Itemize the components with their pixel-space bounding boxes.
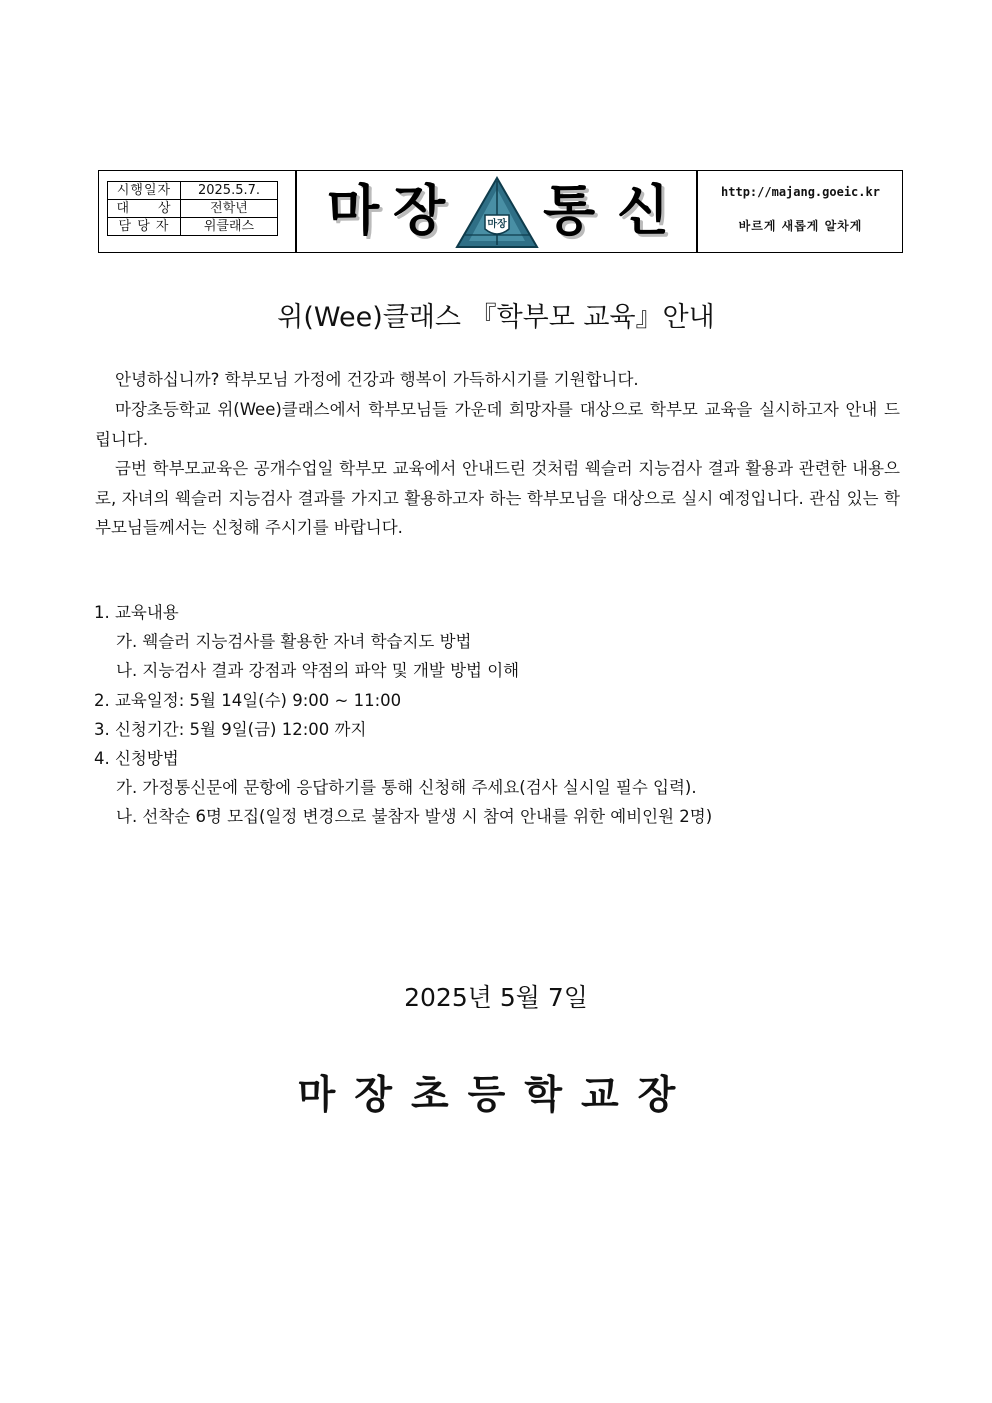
list-item: 3. 신청기간: 5월 9일(금) 12:00 까지	[94, 719, 367, 739]
school-url: http://majang.goeic.kr	[721, 185, 880, 199]
masthead	[297, 171, 697, 251]
document-title: 위(Wee)클래스 『학부모 교육』안내	[277, 302, 715, 333]
paragraph-text: 마장초등학교 위(Wee)클래스에서 학부모님들 가운데 희망자를 대상으로 학부모 교육을 실시하고자 안내 드립니다.	[95, 400, 900, 449]
issue-date: 2025년 5월 7일	[404, 983, 588, 1012]
school-signature: 마장초등학교장	[297, 1073, 695, 1118]
list-subitem: 나. 지능검사 결과 강점과 약점의 파악 및 개발 방법 이해	[116, 661, 520, 681]
list-subitem: 가. 웩슬러 지능검사를 활용한 자녀 학습지도 방법	[116, 632, 472, 652]
meta-value: 2025.5.7.	[181, 182, 278, 200]
masthead-char: 통	[543, 179, 596, 242]
meta-key: 담 당 자	[108, 218, 181, 236]
school-motto: 바르게 새롭게 알차게	[738, 219, 863, 233]
list-subitem: 가. 가정통신문에 문항에 응답하기를 통해 신청해 주세요(검사 실시일 필수 입력).	[116, 778, 697, 798]
meta-value: 전학년	[181, 200, 278, 218]
header-info	[699, 171, 902, 251]
meta-value: 위클래스	[181, 218, 278, 236]
masthead-char: 장	[393, 179, 446, 242]
list-item: 2. 교육일정: 5월 14일(수) 9:00 ~ 11:00	[94, 690, 402, 710]
paragraph-text: 안녕하십니까? 학부모님 가정에 건강과 행복이 가득하시기를 기원합니다.	[115, 370, 639, 389]
meta-row	[108, 182, 278, 200]
list-item: 1. 교육내용	[94, 603, 179, 622]
paragraph	[95, 365, 900, 395]
paragraph-text: 금번 학부모교육은 공개수업일 학부모 교육에서 안내드린 것처럼 웩슬러 지능검사 결과 활용과 관련한 내용으로, 자녀의 웩슬러 지능검사 결과를 가지고 활용하고자 하는 학부모님을 대상으로 실시 예정입니다. 관심 있는 학부모님들께서는 신청해 주시기를 바랍니다.	[95, 459, 900, 537]
paragraph	[95, 395, 900, 454]
meta-row	[108, 218, 278, 236]
masthead-char: 마	[327, 179, 380, 242]
meta-row	[108, 200, 278, 218]
info-list	[94, 598, 904, 832]
header-divider	[696, 171, 698, 252]
meta-key: 시행일자	[108, 182, 181, 200]
logo-text: 마장	[487, 219, 507, 230]
list-item: 4. 신청방법	[94, 749, 179, 769]
masthead-char: 신	[617, 179, 670, 242]
paragraph	[95, 454, 900, 543]
school-logo-icon	[455, 175, 539, 251]
newsletter-header	[98, 170, 903, 253]
list-subitem: 나. 선착순 6명 모집(일정 변경으로 불참자 발생 시 참여 안내를 위한 예비인원 2명)	[116, 807, 713, 827]
meta-key: 대 상	[108, 200, 181, 218]
meta-table	[107, 181, 278, 236]
